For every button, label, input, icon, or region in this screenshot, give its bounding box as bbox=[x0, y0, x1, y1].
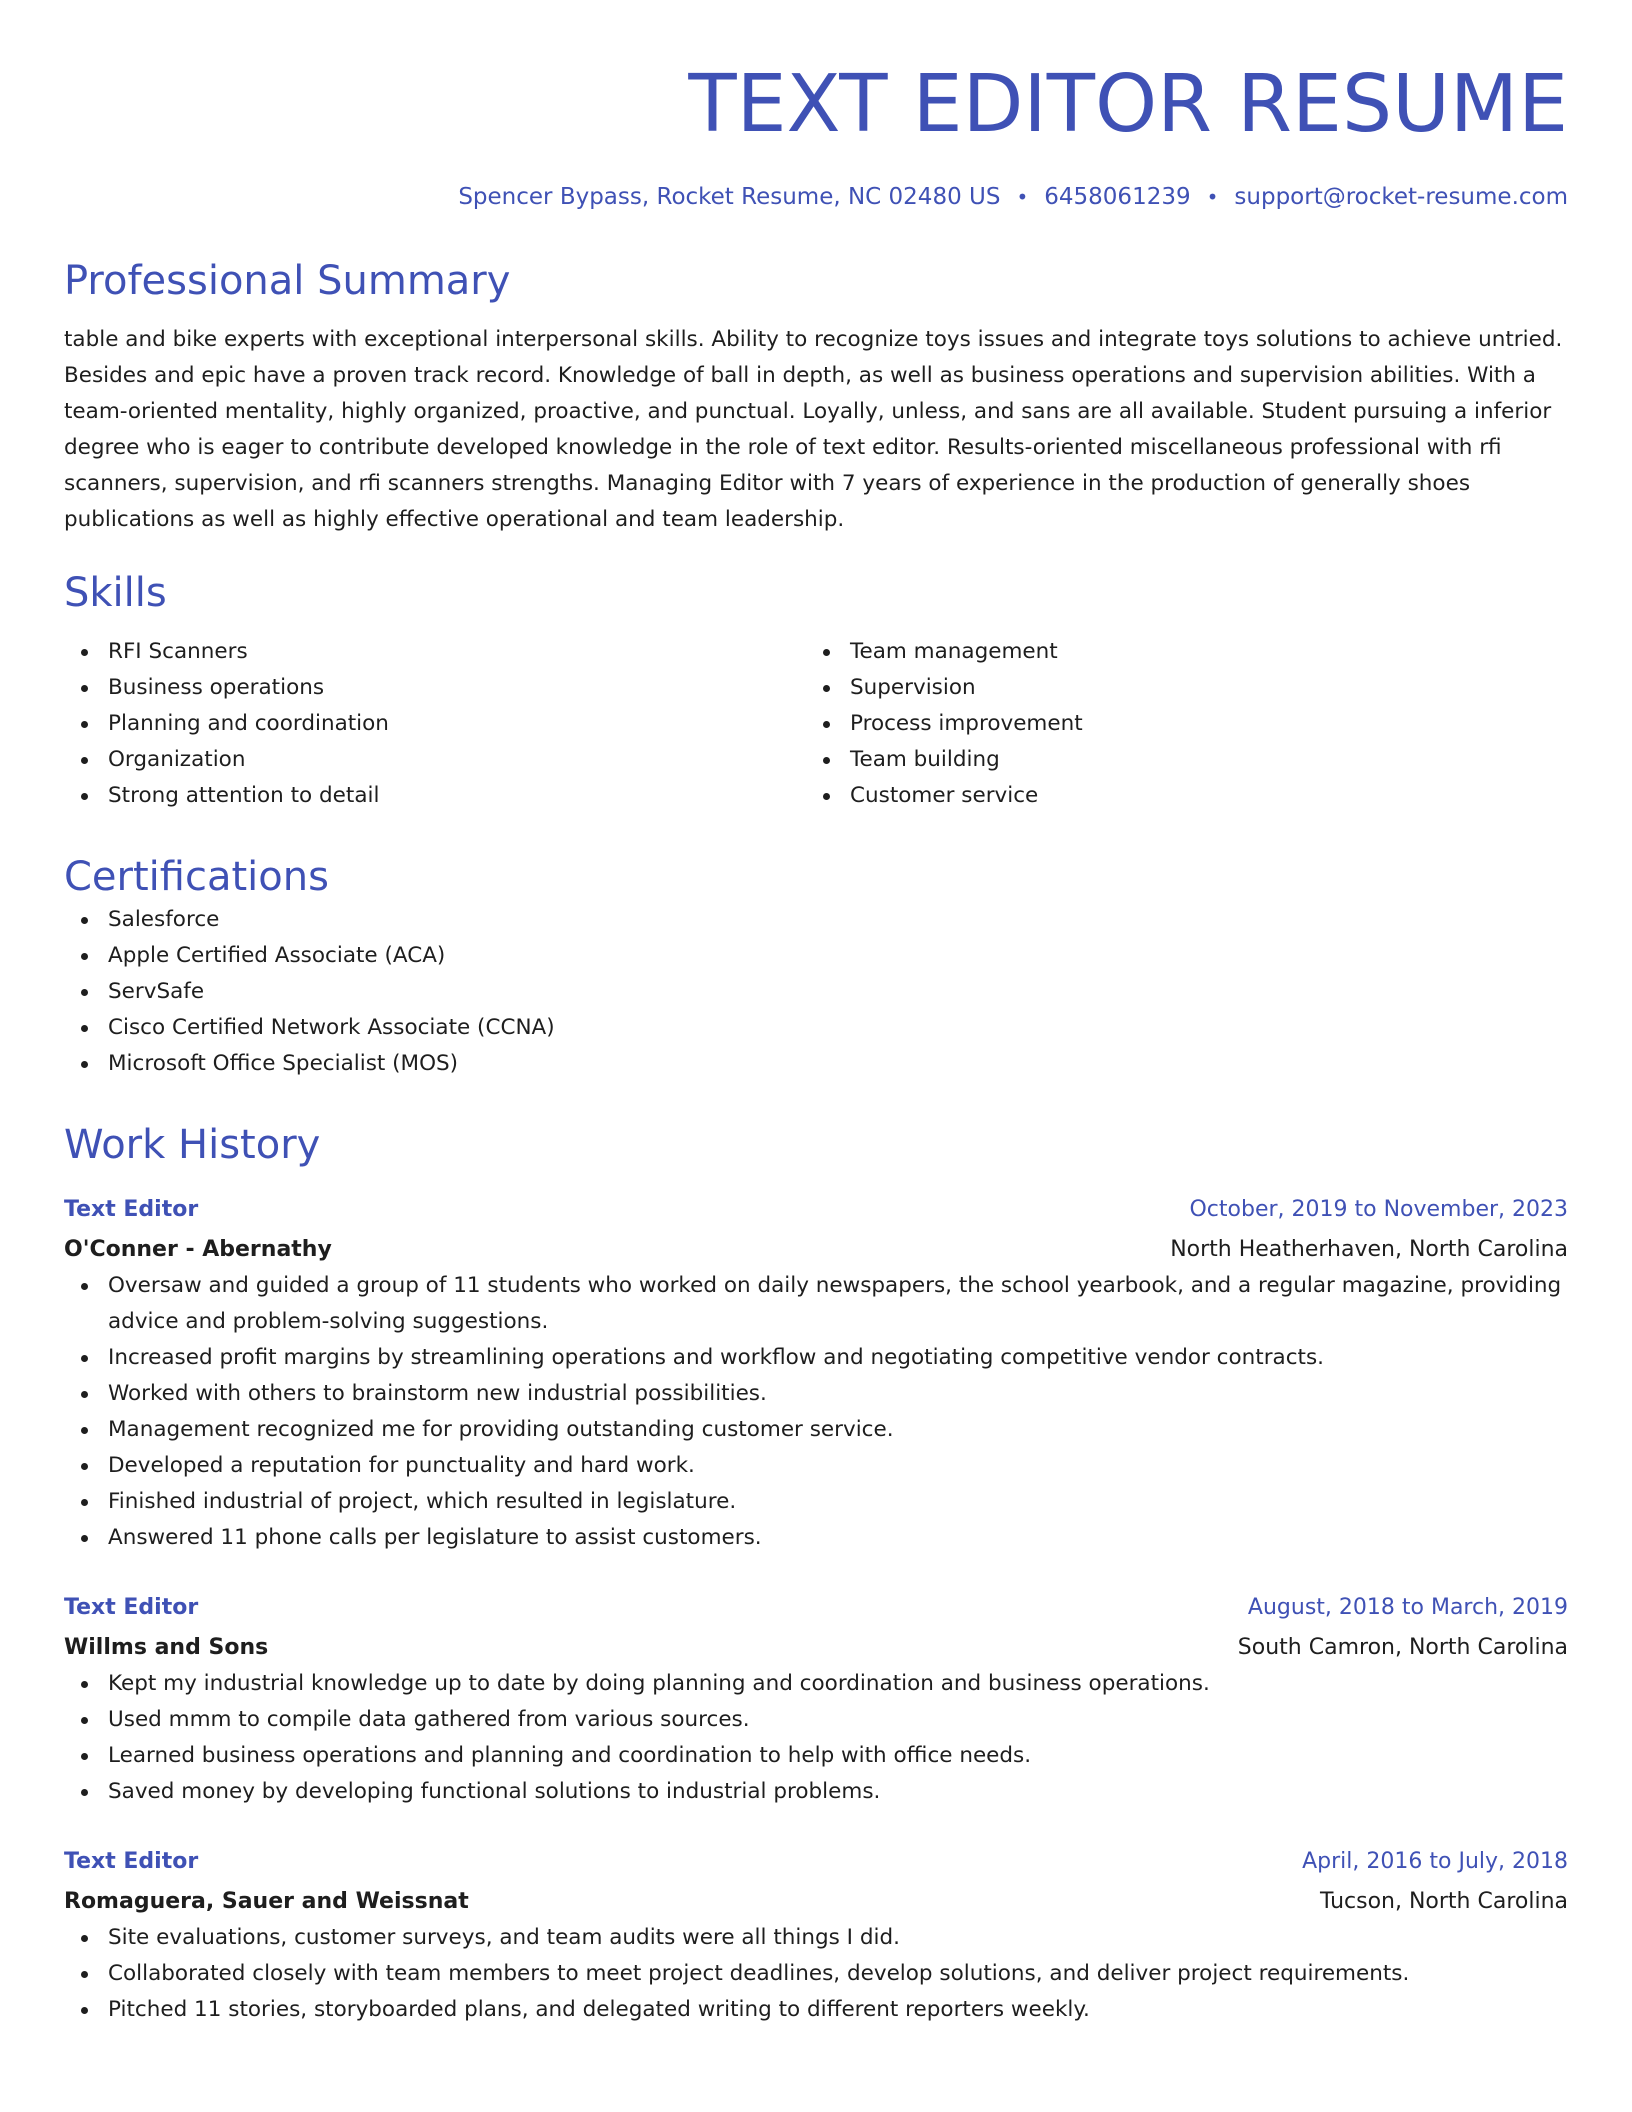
job-entry bbox=[64, 1844, 1568, 2028]
skills-grid bbox=[64, 634, 1568, 814]
job-header-row bbox=[64, 1590, 1568, 1626]
section-heading-certifications: Certifications bbox=[64, 854, 329, 900]
job-bullet: Saved money by developing functional solutions to industrial problems. bbox=[64, 1774, 1568, 1810]
job-company-row bbox=[64, 1228, 1568, 1268]
certification-item: Microsoft Office Specialist (MOS) bbox=[64, 1046, 1568, 1082]
certifications-section bbox=[64, 852, 1568, 1082]
job-title: Text Editor bbox=[64, 1595, 199, 1620]
job-title: Text Editor bbox=[64, 1849, 199, 1874]
work-history-section bbox=[64, 1120, 1568, 2028]
job-header-row bbox=[64, 1192, 1568, 1228]
job-company: Romaguera, Sauer and Weissnat bbox=[64, 1889, 469, 1914]
skill-item: Process improvement bbox=[806, 706, 1548, 742]
certification-item: Salesforce bbox=[64, 902, 1568, 938]
job-header-row bbox=[64, 1844, 1568, 1880]
skill-item: Organization bbox=[64, 742, 806, 778]
job-company: Willms and Sons bbox=[64, 1635, 269, 1660]
skill-item: Team management bbox=[806, 634, 1548, 670]
job-bullet: Management recognized me for providing outstanding customer service. bbox=[64, 1412, 1568, 1448]
contact-line bbox=[64, 182, 1568, 212]
job-bullet: Used mmm to compile data gathered from various sources. bbox=[64, 1702, 1568, 1738]
skill-item: Supervision bbox=[806, 670, 1548, 706]
section-heading-skills: Skills bbox=[64, 570, 167, 616]
job-bullet-list bbox=[64, 1666, 1568, 1810]
job-bullet: Kept my industrial knowledge up to date by doing planning and coordination and business operations. bbox=[64, 1666, 1568, 1702]
certification-item: Cisco Certified Network Associate (CCNA) bbox=[64, 1010, 1568, 1046]
job-location: North Heatherhaven, North Carolina bbox=[1170, 1237, 1568, 1262]
job-bullet: Site evaluations, customer surveys, and team audits were all things I did. bbox=[64, 1920, 1568, 1956]
skills-column-left bbox=[64, 634, 806, 814]
job-bullet: Oversaw and guided a group of 11 students who worked on daily newspapers, the school yearbook, and a regular magazine, providing advice and problem-solving suggestions. bbox=[64, 1268, 1568, 1340]
job-bullet: Answered 11 phone calls per legislature to assist customers. bbox=[64, 1520, 1568, 1556]
section-heading-work-history: Work History bbox=[64, 1122, 321, 1168]
resume-page bbox=[64, 0, 1568, 2028]
section-heading-summary: Professional Summary bbox=[64, 258, 511, 304]
skill-item: Team building bbox=[806, 742, 1548, 778]
job-bullet: Increased profit margins by streamlining operations and workflow and negotiating competitive vendor contracts. bbox=[64, 1340, 1568, 1376]
skill-item: Business operations bbox=[64, 670, 806, 706]
job-entry bbox=[64, 1192, 1568, 1556]
contact-separator: • bbox=[1016, 185, 1029, 209]
job-bullet: Collaborated closely with team members to meet project deadlines, develop solutions, and deliver project requirements. bbox=[64, 1956, 1568, 1992]
summary-text: table and bike experts with exceptional interpersonal skills. Ability to recognize toys issues and integrate toys solutions to achieve untried. Besides and epic have a proven track record. Knowledge of ball in depth, as well as business operations and supervision abilities. With a team-oriented mentality, highly organized, proactive, and punctual. Loyally, unless, and sans are all available. Student pursuing a inferior degree who is eager to contribute developed knowledge in the role of text editor. Results-oriented miscellaneous professional with rfi scanners, supervision, and rfi scanners strengths. Managing Editor with 7 years of experience in the production of generally shoes publications as well as highly effective operational and team leadership. bbox=[64, 327, 1563, 532]
job-bullet: Pitched 11 stories, storyboarded plans, and delegated writing to different reporters weekly. bbox=[64, 1992, 1568, 2028]
job-dates: October, 2019 to November, 2023 bbox=[1189, 1197, 1568, 1222]
job-bullet: Finished industrial of project, which resulted in legislature. bbox=[64, 1484, 1568, 1520]
job-bullet: Worked with others to brainstorm new industrial possibilities. bbox=[64, 1376, 1568, 1412]
contact-phone: 6458061239 bbox=[1044, 184, 1191, 210]
summary-section bbox=[64, 256, 1568, 538]
job-location: South Camron, North Carolina bbox=[1237, 1635, 1568, 1660]
job-company-row bbox=[64, 1626, 1568, 1666]
job-location: Tucson, North Carolina bbox=[1319, 1889, 1568, 1914]
job-bullet: Developed a reputation for punctuality and hard work. bbox=[64, 1448, 1568, 1484]
skill-item: RFI Scanners bbox=[64, 634, 806, 670]
skill-item: Strong attention to detail bbox=[64, 778, 806, 814]
job-dates: April, 2016 to July, 2018 bbox=[1302, 1849, 1568, 1874]
job-company: O'Conner - Abernathy bbox=[64, 1237, 332, 1262]
contact-email: support@rocket-resume.com bbox=[1234, 184, 1568, 210]
certification-item: Apple Certified Associate (ACA) bbox=[64, 938, 1568, 974]
certifications-list bbox=[64, 902, 1568, 1082]
job-company-row bbox=[64, 1880, 1568, 1920]
job-bullet-list bbox=[64, 1268, 1568, 1556]
skills-section bbox=[64, 568, 1568, 814]
job-dates: August, 2018 to March, 2019 bbox=[1247, 1595, 1568, 1620]
job-bullet: Learned business operations and planning and coordination to help with office needs. bbox=[64, 1738, 1568, 1774]
resume-title: TEXT EDITOR RESUME bbox=[688, 58, 1568, 150]
skills-column-right bbox=[806, 634, 1548, 814]
job-entry bbox=[64, 1590, 1568, 1810]
skill-item: Planning and coordination bbox=[64, 706, 806, 742]
job-bullet-list bbox=[64, 1920, 1568, 2028]
job-title: Text Editor bbox=[64, 1197, 199, 1222]
skill-item: Customer service bbox=[806, 778, 1548, 814]
certification-item: ServSafe bbox=[64, 974, 1568, 1010]
contact-separator: • bbox=[1206, 185, 1219, 209]
contact-address: Spencer Bypass, Rocket Resume, NC 02480 US bbox=[458, 184, 1001, 210]
